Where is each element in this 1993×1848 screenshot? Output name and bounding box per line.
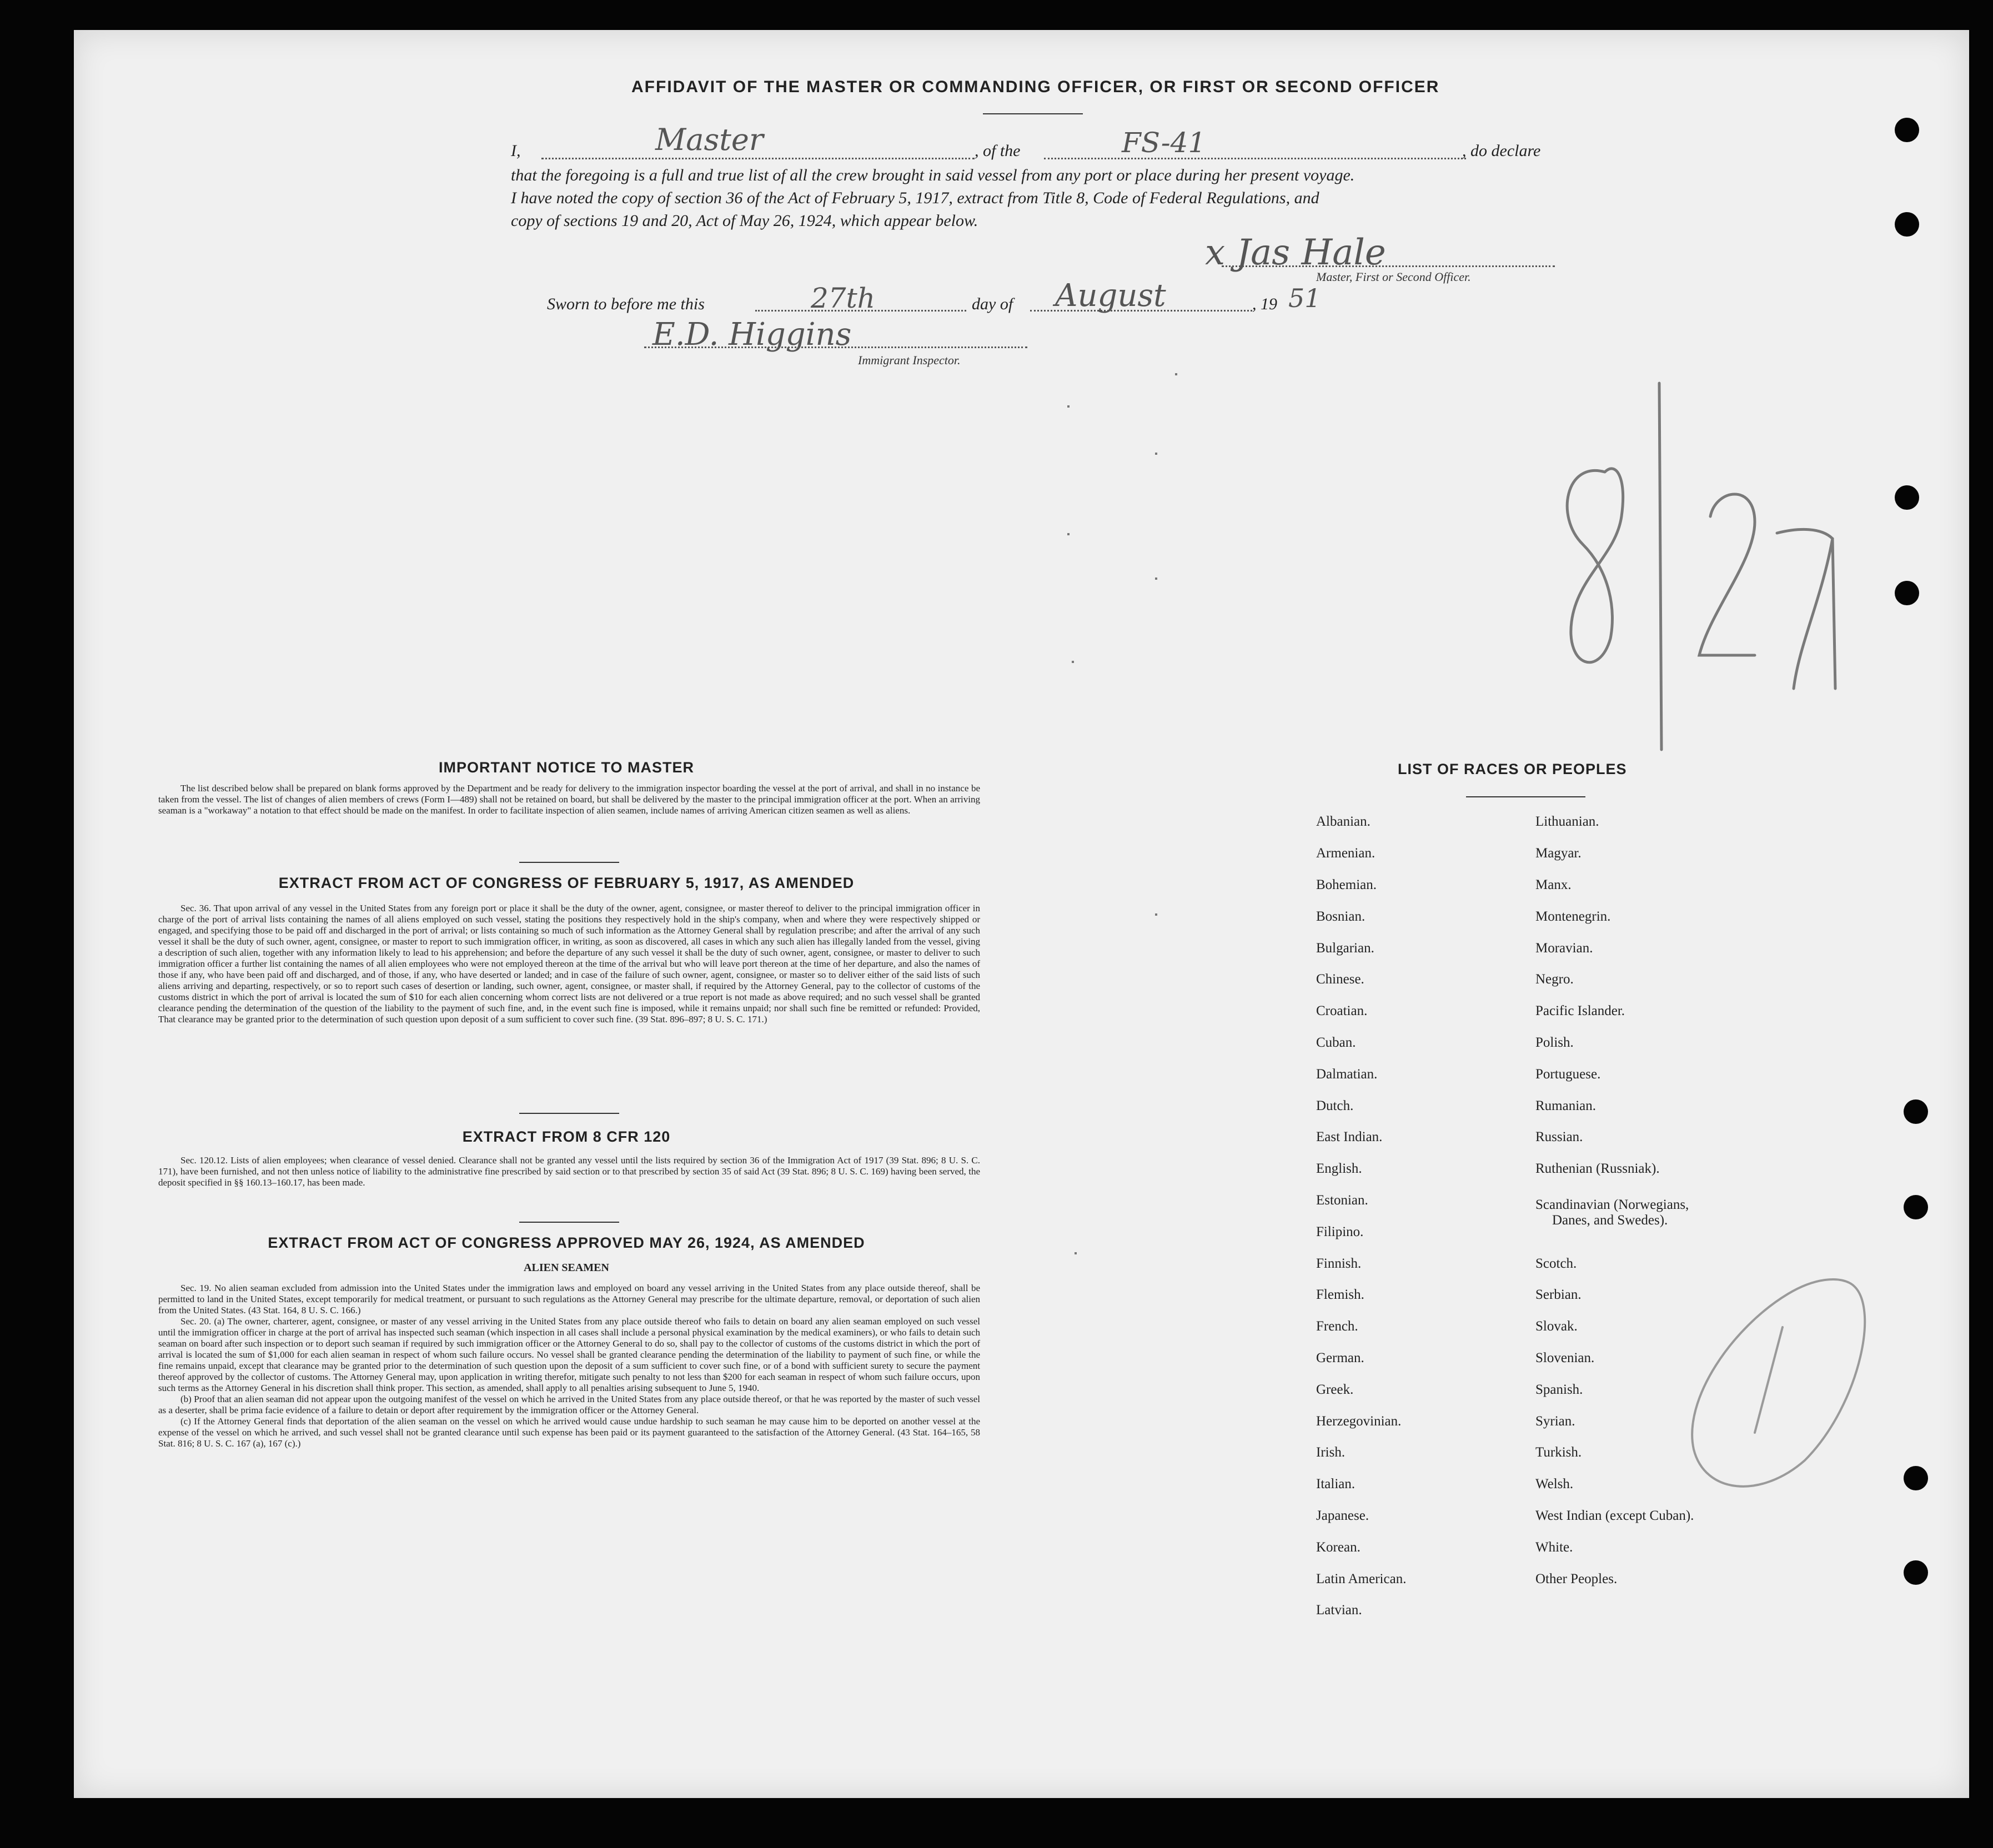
affidavit-title: AFFIDAVIT OF THE MASTER OR COMMANDING OFFICER, OR FIRST OR SECOND OFFICER [631, 78, 1440, 96]
declaration-line-2: that the foregoing is a full and true list of all the crew brought in said vessel from any port or place during her present voyage. [511, 166, 1355, 184]
signature-line [1222, 265, 1555, 267]
handwritten-day: 27th [811, 282, 875, 314]
sworn-day-of: day of [972, 295, 1013, 313]
declaration-of-the: , of the [975, 142, 1021, 160]
binder-hole [1904, 1195, 1928, 1219]
faint-mark [1175, 373, 1177, 375]
race-item: Serbian. [1535, 1287, 1582, 1302]
race-item: Slovak. [1535, 1319, 1578, 1334]
race-item: Portuguese. [1535, 1067, 1601, 1082]
inspector-signature: E.D. Higgins [652, 317, 852, 353]
race-item: Russian. [1535, 1129, 1583, 1144]
races-title-rule [1466, 796, 1585, 797]
race-item: German. [1316, 1350, 1364, 1365]
inspector-caption: Immigrant Inspector. [858, 353, 961, 367]
officer-caption: Master, First or Second Officer. [1316, 270, 1471, 284]
section-rule [519, 862, 619, 863]
race-item: Filipino. [1316, 1224, 1364, 1239]
race-item: Danes, and Swedes). [1552, 1213, 1668, 1228]
race-item: Polish. [1535, 1035, 1574, 1050]
section-rule [519, 1113, 619, 1114]
declaration-do-declare: , do declare [1462, 142, 1541, 160]
race-item: Italian. [1316, 1477, 1356, 1492]
declaration-line-4: copy of sections 19 and 20, Act of May 26, 1924, which appear below. [511, 212, 978, 230]
race-item: White. [1535, 1540, 1573, 1555]
faint-mark [1067, 533, 1070, 535]
race-item: Ruthenian (Russniak). [1535, 1161, 1660, 1176]
race-item: Croatian. [1316, 1003, 1368, 1018]
race-item: Syrian. [1535, 1414, 1575, 1429]
handwritten-year: 51 [1288, 283, 1321, 313]
vessel-line [1044, 158, 1466, 159]
faint-mark [1155, 913, 1157, 916]
race-item: Armenian. [1316, 846, 1375, 861]
race-item: Dutch. [1316, 1098, 1354, 1113]
race-item: English. [1316, 1161, 1362, 1176]
pencil-zero-mark [1671, 1266, 1882, 1499]
notice-paragraph: The list described below shall be prepared on blank forms approved by the Department and be ready for delivery to the immigration inspector boarding the vessel at the port of arrival, and shall in no instance be taken from the vessel. The list of changes of alien members of crews (Form I—489) shall not be retained on board, but shall be delivered by the master to the principal immigration officer at the port. When an arriving seaman is a "workaway" a notation to that effect should be made on the manifest. In order to facilitate inspection of alien seamen, include names of arriving American citizen seamen as well as aliens. [158, 783, 980, 816]
extract-1917-title: EXTRACT FROM ACT OF CONGRESS OF FEBRUARY 5, 1917, AS AMENDED [278, 875, 855, 891]
notice-title: IMPORTANT NOTICE TO MASTER [439, 759, 694, 776]
cfr-body [158, 1155, 980, 1188]
binder-hole [1904, 1466, 1928, 1490]
faint-mark [1067, 405, 1070, 408]
officer-signature: x Jas Hale [1205, 232, 1386, 273]
section-19-paragraph: Sec. 19. No alien seaman excluded from admission into the United States under the immigration laws and employed on board any vessel arriving in the United States from any place outside thereof, shall be permitted to land in the United States, except temporarily for medical treatment, or pursuant to such regulations as the Attorney General may prescribe for the ultimate departure, removal, or deportation of such alien from the United States. (43 Stat. 164, 8 U. S. C. 166.) [158, 1283, 980, 1315]
extract-1917-body [158, 903, 980, 1025]
extract-1924-body [158, 1283, 980, 1449]
race-item: Greek. [1316, 1382, 1354, 1397]
faint-mark [1072, 661, 1074, 663]
race-item: Magyar. [1535, 846, 1582, 861]
race-item: Welsh. [1535, 1477, 1574, 1492]
binder-hole [1904, 1560, 1928, 1585]
sworn-year-prefix: , 19 [1252, 295, 1277, 313]
declaration-line-3: I have noted the copy of section 36 of the Act of February 5, 1917, extract from Title 8, Code of Federal Regulations, and [511, 189, 1319, 207]
race-item: Scotch. [1535, 1256, 1577, 1271]
section-120-12-paragraph: Sec. 120.12. Lists of alien employees; when clearance of vessel denied. Clearance shall not be granted any vessel until the lists required by section 36 of the Immigration Act of 1917 (39 Stat. 896; 8 U. S. C. 171), have been furnished, and not then unless notice of liability to the administrative fine prescribed by said section or to that prescribed by section 35 of said Act (39 Stat. 896; 8 U. S. C. 169) having been served, the deposit specified in §§ 160.13–160.17, has been made. [158, 1155, 980, 1188]
binder-hole [1895, 485, 1919, 510]
handwritten-vessel: FS-41 [1122, 127, 1206, 159]
binder-hole [1904, 1099, 1928, 1124]
race-item: Pacific Islander. [1535, 1003, 1625, 1018]
section-20c-paragraph: (c) If the Attorney General finds that deportation of the alien seaman on the vessel on which he arrived would cause undue hardship to such seaman he may cause him to be deported on another vessel at the expense of the vessel on which he arrived, and such vessel shall not be granted clearance until such expense has been paid or its payment guaranteed to the satisfaction of the Attorney General. (43 Stat. 164–165, 58 Stat. 816; 8 U. S. C. 167 (a), 167 (c).) [158, 1416, 980, 1449]
handwritten-month: August [1055, 278, 1166, 314]
race-item: Scandinavian (Norwegians, [1535, 1197, 1689, 1212]
race-item: Latvian. [1316, 1603, 1362, 1618]
binder-hole [1895, 581, 1919, 605]
race-item: Spanish. [1535, 1382, 1583, 1397]
race-item: Chinese. [1316, 972, 1364, 987]
race-item: Turkish. [1535, 1445, 1582, 1460]
section-20a-paragraph: Sec. 20. (a) The owner, charterer, agent, consignee, or master of any vessel arriving in the United States from any place outside thereof who fails to detain on board any alien seaman employed on such vessel until the immigration officer in charge at the port of arrival has inspected such seaman (which inspection in all cases shall include a personal physical examination by the medical examiners), or who fails to detain such seaman on board after such inspection or to deport such seaman if required by such immigration officer or the Attorney General to do so, shall pay to the collector of customs of the customs district in which the port of arrival is located the sum of $1,000 for each alien seaman in respect of whom such failure occurs. No vessel shall be granted clearance pending the determination of the liability to payment of such fine, or while the fine remains unpaid, except that clearance may be granted prior to the determination of such question upon the deposit of a sum sufficient to cover such fine, or of a bond with sufficient surety to secure the payment thereof approved by the collector of customs. The Attorney General may, upon application in writing therefor, mitigate such penalty to not less than $200 for each seaman in respect of whom such failure occurs, upon such terms as the Attorney General in his discretion shall think proper. This section, as amended, shall apply to all penalties arising subsequent to June 5, 1940. [158, 1316, 980, 1393]
race-item: Bohemian. [1316, 877, 1377, 892]
faint-mark [1155, 578, 1157, 580]
binder-hole [1895, 118, 1919, 142]
race-item: Latin American. [1316, 1571, 1407, 1586]
section-20b-paragraph: (b) Proof that an alien seaman did not appear upon the outgoing manifest of the vessel on which he arrived in the United States from any place outside thereof, or that he was reported by the master of such vessel as a deserter, shall be prima facie evidence of a failure to detain or deport after requirement by the immigration officer or the Attorney General. [158, 1394, 980, 1415]
race-item: Korean. [1316, 1540, 1361, 1555]
alien-seamen-subtitle: ALIEN SEAMEN [524, 1262, 609, 1274]
binder-hole [1895, 212, 1919, 237]
pencil-date-mark [1533, 378, 1877, 777]
race-item: Rumanian. [1535, 1098, 1597, 1113]
name-line [541, 158, 975, 159]
race-item: Slovenian. [1535, 1350, 1595, 1365]
race-item: Lithuanian. [1535, 814, 1599, 829]
race-item: Dalmatian. [1316, 1067, 1378, 1082]
declaration-i: I, [511, 142, 521, 160]
inspector-line [644, 346, 1027, 348]
race-item: Finnish. [1316, 1256, 1362, 1271]
handwritten-name: Master [655, 122, 764, 157]
race-item: Montenegrin. [1535, 909, 1611, 924]
race-item: Moravian. [1535, 941, 1593, 956]
race-item: Bosnian. [1316, 909, 1366, 924]
title-rule [983, 113, 1083, 114]
races-title: LIST OF RACES OR PEOPLES [1398, 761, 1627, 777]
race-item: Estonian. [1316, 1193, 1368, 1208]
race-item: Flemish. [1316, 1287, 1364, 1302]
race-item: French. [1316, 1319, 1358, 1334]
race-item: Irish. [1316, 1445, 1346, 1460]
race-item: Albanian. [1316, 814, 1370, 829]
sworn-prefix: Sworn to before me this [547, 295, 705, 313]
race-item: Bulgarian. [1316, 941, 1374, 956]
notice-body [158, 783, 980, 816]
section-rule [519, 1222, 619, 1223]
race-item: Cuban. [1316, 1035, 1356, 1050]
cfr-title: EXTRACT FROM 8 CFR 120 [462, 1128, 671, 1145]
faint-mark [1075, 1252, 1077, 1254]
faint-mark [1155, 453, 1157, 455]
race-item: Japanese. [1316, 1508, 1369, 1523]
race-item: Other Peoples. [1535, 1571, 1618, 1586]
section-36-paragraph: Sec. 36. That upon arrival of any vessel in the United States from any foreign port or place it shall be the duty of the owner, agent, consignee, or master thereof to deliver to the principal immigration officer in charge of the port of arrival lists containing the names of all aliens employed on such vessel, stating the positions they respectively hold in the ship's company, when and where they were respectively shipped or engaged, and specifying those to be paid off and discharged in the port of arrival; or lists containing so much of such information as the Attorney General shall by regulation prescribe; and after the arrival of any such vessel it shall be the duty of such owner, agent, consignee, or master to report to such immigration officer, in writing, as soon as discovered, all cases in which any such alien has illegally landed from the vessel, giving a description of such alien, together with any information likely to lead to his apprehension; and before the departure of any such vessel it shall be the duty of such owner, agent, consignee, or master to deliver to such immigration officer a further list containing the names of all alien employees who were not employed thereon at the time of the arrival but who will leave port thereon at the time of her departure, and also the names of those if any, who have been paid off and discharged, and of those, if any, who have deserted or landed; and in case of the failure of such owner, agent, consignee, or master so to deliver either of the said lists of such aliens arriving and departing, respectively, or so to report such cases of desertion or landing, such owner, agent, consignee, or master shall, if required by the Attorney General, pay to the collector of customs of the customs district in which the port of arrival is located the sum of $10 for each alien concerning whom correct lists are not delivered or a true report is not made as above required; and no such vessel shall be granted clearance pending the determination of the question of the liability to the payment of such fine, and, in the event such fine is imposed, while it remains unpaid; nor shall such fine be remitted or refunded: Provided, That clearance may be granted prior to the determination of such question upon deposit of a sum sufficient to cover such fine. (39 Stat. 896–897; 8 U. S. C. 171.) [158, 903, 980, 1025]
extract-1924-title: EXTRACT FROM ACT OF CONGRESS APPROVED MAY 26, 1924, AS AMENDED [268, 1234, 865, 1251]
race-item: Herzegovinian. [1316, 1414, 1402, 1429]
race-item: West Indian (except Cuban). [1535, 1508, 1694, 1523]
race-item: Negro. [1535, 972, 1574, 987]
race-item: East Indian. [1316, 1129, 1383, 1144]
race-item: Manx. [1535, 877, 1572, 892]
